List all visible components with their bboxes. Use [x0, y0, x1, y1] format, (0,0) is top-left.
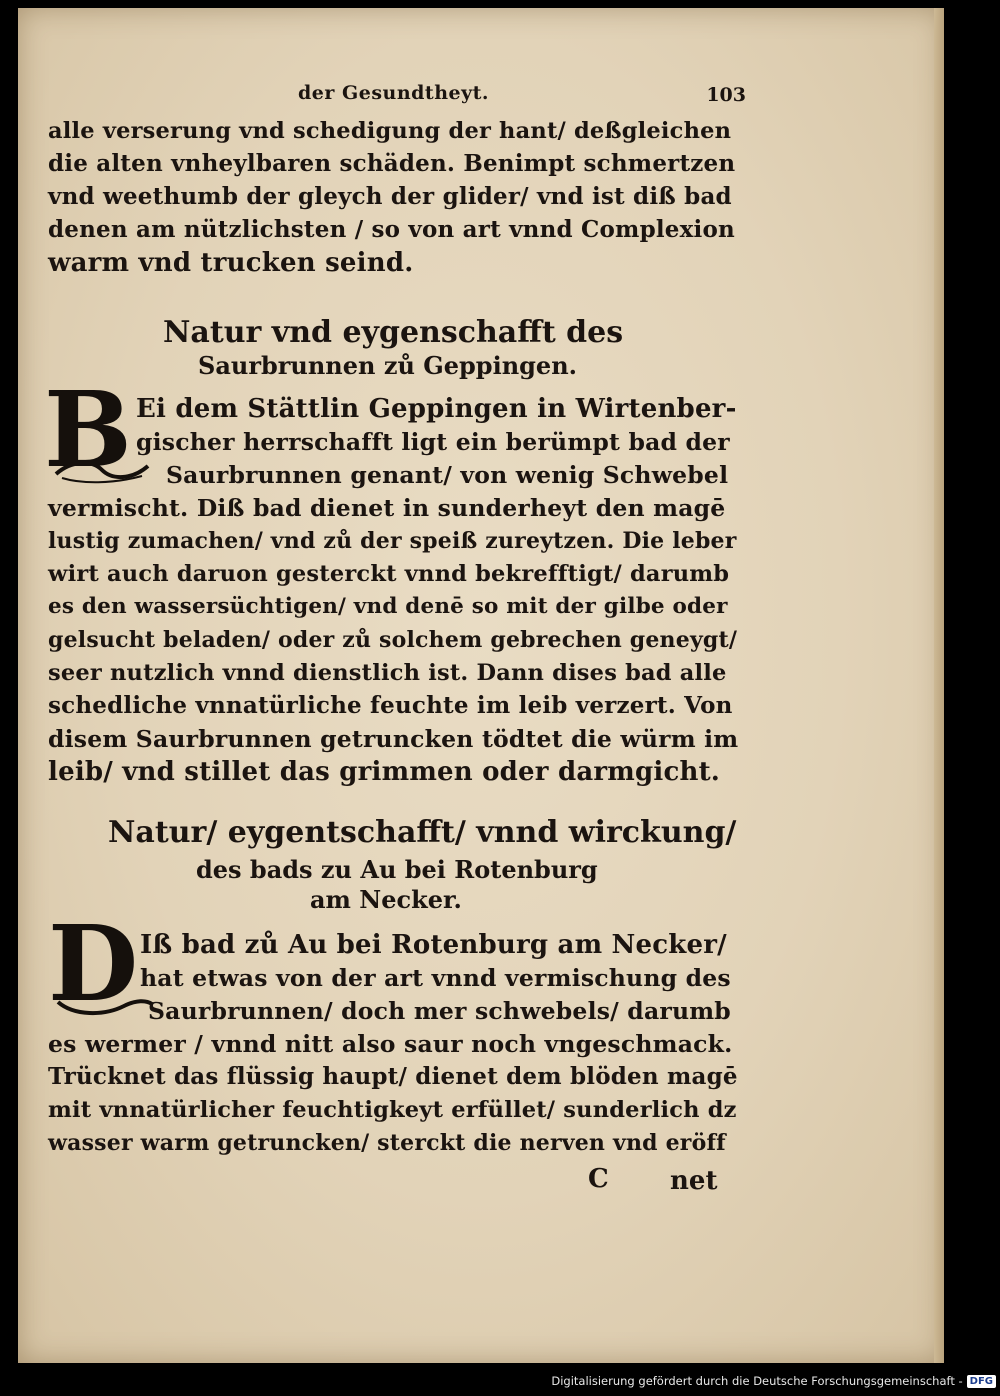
page-edge-shadow [934, 8, 944, 1363]
section-subheading: Saurbrunnen zů Geppingen. [198, 351, 578, 380]
text-line: gischer herrschafft ligt ein berümpt bad der [136, 428, 730, 456]
text-line: warm vnd trucken seind. [48, 248, 414, 278]
text-line: die alten vnheylbaren schäden. Benimpt schmertzen [48, 150, 736, 177]
initial-flourish-icon [54, 992, 154, 1018]
dfg-logo: DFG [967, 1375, 996, 1388]
page-number: 103 [706, 84, 746, 106]
text-line: wirt auch daruon gesterckt vnnd bekrefftigt/ darumb [48, 561, 730, 587]
text-line: Trücknet das flüssig haupt/ dienet dem blöden magē [48, 1063, 738, 1090]
section-heading: Natur vnd eygenschafft des [163, 315, 624, 350]
initial-flourish-icon [52, 458, 152, 484]
text-line: schedliche vnnatürliche feuchte im leib verzert. Von [48, 692, 733, 719]
text-line: hat etwas von der art vnnd vermischung des [140, 964, 731, 992]
text-line: Iß bad zů Au bei Rotenburg am Necker/ [140, 930, 727, 960]
text-line: Saurbrunnen/ doch mer schwebels/ darumb [148, 997, 731, 1025]
text-line: mit vnnatürlicher feuchtigkeyt erfüllet/ sunderlich dz [48, 1097, 737, 1123]
section-subheading: des bads zu Au bei Rotenburg [196, 855, 598, 884]
text-line: es wermer / vnnd nitt also saur noch vngeschmack. [48, 1030, 733, 1058]
footer-credit: Digitalisierung gefördert durch die Deutsche Forschungsgemeinschaft - [551, 1374, 963, 1388]
text-line: seer nutzlich vnnd dienstlich ist. Dann dises bad alle [48, 660, 727, 686]
text-line: alle verserung vnd schedigung der hant/ deßgleichen [48, 118, 732, 144]
section-subheading: am Necker. [310, 885, 462, 914]
digitization-footer [551, 1370, 996, 1392]
decorated-initial: B [44, 368, 132, 491]
text-line: wasser warm getruncken/ sterckt die nerven vnd eröff [48, 1130, 726, 1156]
text-line: lustig zumachen/ vnd zů der speiß zureytzen. Die leber [48, 528, 737, 554]
text-line: vnd weethumb der gleych der glider/ vnd ist diß bad [48, 183, 732, 210]
text-line: leib/ vnd stillet das grimmen oder darmgicht. [48, 757, 721, 787]
running-head [48, 82, 746, 110]
signature-mark: C [588, 1164, 609, 1194]
text-line: gelsucht beladen/ oder zů solchem gebrechen geneygt/ [48, 627, 738, 653]
text-line: es den wassersüchtigen/ vnd denē so mit der gilbe oder [48, 594, 728, 619]
running-title: der Gesundtheyt. [298, 82, 490, 104]
text-line: disem Saurbrunnen getruncken tödtet die würm im [48, 725, 739, 753]
text-line: vermischt. Diß bad dienet in sunderheyt den magē [48, 494, 726, 522]
text-line: Saurbrunnen genant/ von wenig Schwebel [166, 461, 729, 489]
book-page [18, 8, 944, 1363]
catchword: net [670, 1166, 718, 1196]
decorated-initial: D [48, 902, 139, 1025]
text-line: denen am nützlichsten / so von art vnnd Complexion [48, 216, 735, 243]
section-heading: Natur/ eygentschafft/ vnnd wirckung/ [108, 815, 737, 850]
text-line: Ei dem Stättlin Geppingen in Wirtenber- [136, 394, 737, 424]
